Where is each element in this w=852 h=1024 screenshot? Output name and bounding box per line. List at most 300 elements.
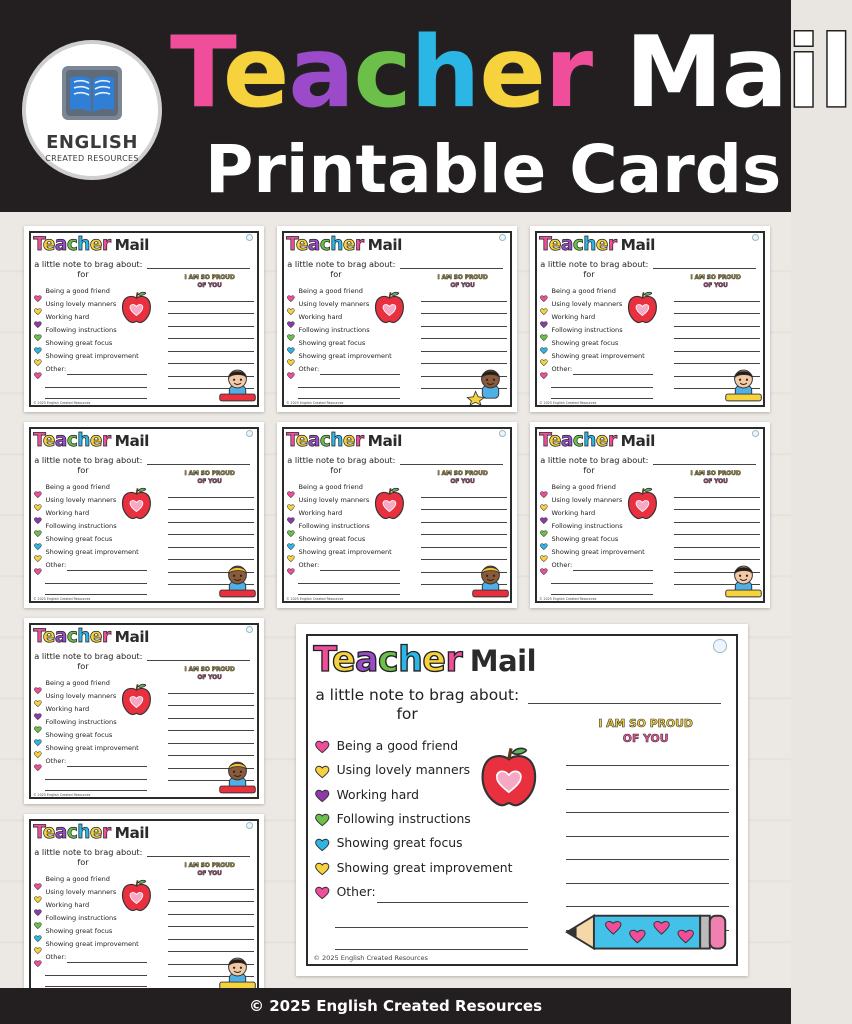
- card-title-letter: r: [101, 626, 111, 648]
- card-title-letter: c: [66, 626, 78, 648]
- apple-heart-icon: [119, 682, 154, 721]
- page-subtitle: Printable Cards: [205, 131, 782, 208]
- proud-heading-line1: I AM SO PROUD: [690, 275, 741, 282]
- title-word-mail: Mail: [592, 16, 852, 130]
- reason-label: Showing great improvement: [45, 351, 139, 360]
- reason-label: Showing great focus: [45, 338, 113, 347]
- message-write-line: [566, 859, 728, 860]
- other-write-line: [298, 594, 401, 595]
- other-write-line: [551, 594, 654, 595]
- message-write-line: [168, 301, 254, 302]
- message-write-line: [674, 534, 760, 535]
- card-title-mail: Mail: [114, 824, 149, 843]
- for-label: for: [396, 705, 418, 724]
- card-title: [286, 430, 402, 453]
- mail-card: [530, 226, 770, 412]
- other-write-line: [45, 387, 148, 388]
- reason-label: Showing great improvement: [298, 351, 392, 360]
- card-title: [539, 234, 655, 257]
- brag-write-line: [653, 268, 756, 269]
- card-copyright: © 2025 English Created Resources: [33, 597, 91, 602]
- reason-label: Other:: [45, 756, 67, 765]
- for-label: for: [77, 661, 89, 672]
- message-write-line: [168, 693, 254, 694]
- card-copyright: © 2025 English Created Resources: [286, 597, 344, 602]
- reason-label: Showing great improvement: [45, 547, 139, 556]
- reason-label: Working hard: [551, 312, 596, 321]
- card-title-letter: h: [77, 822, 90, 844]
- proud-heading-line1: I AM SO PROUD: [184, 667, 235, 674]
- message-write-line: [674, 497, 760, 498]
- card-title-letter: h: [583, 234, 596, 256]
- other-write-line: [45, 975, 148, 976]
- brag-label: a little note to brag about:: [34, 846, 143, 857]
- reason-label: Working hard: [298, 508, 343, 517]
- card-title-letter: c: [66, 430, 78, 452]
- card-title-letter: a: [54, 626, 67, 648]
- card-title-letter: c: [319, 430, 331, 452]
- reason-label: Following instructions: [45, 325, 117, 334]
- card-title: [286, 234, 402, 257]
- mail-card: [24, 226, 264, 412]
- reason-label: Using lovely manners: [551, 495, 623, 504]
- card-title-letter: h: [398, 640, 423, 681]
- mail-card: [24, 422, 264, 608]
- message-write-line: [674, 301, 760, 302]
- message-write-line: [674, 522, 760, 523]
- other-write-line: [45, 594, 148, 595]
- reason-label: Other:: [336, 884, 376, 899]
- proud-heading-line1: I AM SO PROUD: [184, 471, 235, 478]
- reason-label: Other:: [298, 364, 320, 373]
- brag-label: a little note to brag about:: [540, 454, 649, 465]
- reason-label: Being a good friend: [45, 679, 110, 688]
- message-write-line: [421, 326, 507, 327]
- other-write-line: [67, 570, 147, 571]
- logo-word-created-resources: CREATED RESOURCES: [45, 154, 139, 163]
- title-letter: e: [222, 16, 289, 130]
- page-title: [170, 16, 852, 130]
- card-copyright: © 2025 English Created Resources: [539, 597, 597, 602]
- brag-write-line: [147, 464, 250, 465]
- card-title-letter: h: [77, 234, 90, 256]
- heart-icon: [540, 561, 548, 580]
- reason-label: Other:: [45, 952, 67, 961]
- reason-label: Showing great improvement: [298, 547, 392, 556]
- other-write-line: [298, 583, 401, 584]
- heart-icon: [34, 561, 42, 580]
- other-write-line: [45, 398, 148, 399]
- card-title-letter: h: [77, 430, 90, 452]
- apple-heart-icon: [119, 878, 154, 917]
- card-title-mail: Mail: [469, 644, 537, 679]
- card-title-mail: Mail: [114, 432, 149, 451]
- message-write-line: [674, 326, 760, 327]
- brag-write-line: [147, 268, 250, 269]
- other-write-line: [335, 927, 528, 928]
- message-write-line: [168, 730, 254, 731]
- apple-heart-icon: [625, 290, 660, 329]
- brag-write-line: [400, 464, 503, 465]
- reason-label: Working hard: [45, 900, 90, 909]
- brag-label: a little note to brag about:: [540, 258, 649, 269]
- reason-label: Following instructions: [45, 913, 117, 922]
- card-title-letter: e: [89, 822, 102, 844]
- title-letter: e: [479, 16, 545, 130]
- other-write-line: [377, 902, 528, 903]
- reason-label: Using lovely manners: [298, 495, 370, 504]
- proud-heading-line2: OF YOU: [450, 479, 475, 486]
- reason-label: Using lovely manners: [336, 763, 471, 778]
- message-write-line: [674, 351, 760, 352]
- mail-card: [24, 618, 264, 804]
- card-title-letter: r: [354, 430, 364, 452]
- card-title-letter: r: [101, 822, 111, 844]
- message-write-line: [168, 326, 254, 327]
- title-letter: c: [353, 16, 411, 130]
- brag-write-line: [147, 660, 250, 661]
- reason-label: Working hard: [45, 508, 90, 517]
- apple-heart-icon: [625, 486, 660, 525]
- for-label: for: [583, 465, 595, 476]
- message-write-line: [421, 301, 507, 302]
- apple-heart-icon: [119, 486, 154, 525]
- brag-write-line: [653, 464, 756, 465]
- message-write-line: [421, 497, 507, 498]
- featured-card: [296, 624, 748, 976]
- other-write-line: [335, 949, 528, 950]
- other-write-line: [67, 766, 147, 767]
- message-write-line: [168, 497, 254, 498]
- footer-copyright: © 2025 English Created Resources: [0, 988, 791, 1024]
- card-title-letter: r: [607, 234, 617, 256]
- card-title-letter: r: [607, 430, 617, 452]
- reason-label: Showing great focus: [45, 534, 113, 543]
- message-write-line: [168, 743, 254, 744]
- card-copyright: © 2025 English Created Resources: [33, 793, 91, 798]
- reason-label: Other:: [298, 560, 320, 569]
- message-write-line: [566, 812, 728, 813]
- card-title: [33, 626, 149, 649]
- card-title-letter: T: [33, 430, 43, 452]
- card-title-letter: e: [42, 430, 55, 452]
- reason-label: Being a good friend: [45, 875, 110, 884]
- other-write-line: [320, 570, 400, 571]
- reason-label: Being a good friend: [551, 287, 616, 296]
- message-write-line: [566, 836, 728, 837]
- open-book-icon: [60, 62, 124, 126]
- reason-label: Showing great focus: [298, 534, 366, 543]
- card-title-letter: a: [560, 430, 573, 452]
- reason-label: Showing great improvement: [551, 547, 645, 556]
- card-title-letter: h: [330, 234, 343, 256]
- mini-logo-icon: [713, 639, 727, 653]
- other-write-line: [45, 790, 148, 791]
- message-write-line: [674, 547, 760, 548]
- reason-label: Being a good friend: [45, 483, 110, 492]
- for-label: for: [77, 465, 89, 476]
- card-title-letter: e: [595, 430, 608, 452]
- card-title-mail: Mail: [114, 236, 149, 255]
- card-title-letter: a: [54, 822, 67, 844]
- card-title-letter: e: [42, 822, 55, 844]
- card-title: [33, 822, 149, 845]
- title-letter: h: [410, 16, 480, 130]
- card-title-letter: e: [548, 430, 561, 452]
- proud-heading-line2: OF YOU: [703, 283, 728, 290]
- card-title-letter: r: [354, 234, 364, 256]
- proud-heading-line2: OF YOU: [197, 283, 222, 290]
- proud-heading-line2: OF YOU: [450, 283, 475, 290]
- reason-label: Following instructions: [551, 521, 623, 530]
- reason-label: Using lovely manners: [45, 299, 117, 308]
- message-write-line: [421, 509, 507, 510]
- message-write-line: [168, 313, 254, 314]
- heart-icon: [315, 813, 329, 832]
- reason-label: Showing great improvement: [336, 860, 513, 875]
- heart-icon: [315, 764, 329, 783]
- title-letter: a: [288, 16, 354, 130]
- card-title-letter: T: [33, 234, 43, 256]
- title-letter: r: [544, 16, 593, 130]
- message-write-line: [168, 509, 254, 510]
- message-write-line: [168, 522, 254, 523]
- card-title-mail: Mail: [114, 628, 149, 647]
- card-title-letter: T: [539, 234, 549, 256]
- card-title-letter: a: [54, 430, 67, 452]
- card-title-letter: c: [319, 234, 331, 256]
- reason-label: Following instructions: [336, 811, 471, 826]
- reason-label: Showing great improvement: [45, 743, 139, 752]
- reason-label: Showing great focus: [336, 836, 463, 851]
- card-title-letter: e: [422, 640, 446, 681]
- card-copyright: © 2025 English Created Resources: [286, 401, 344, 406]
- title-letter: T: [170, 16, 223, 130]
- heart-icon: [540, 365, 548, 384]
- card-title-letter: r: [101, 234, 111, 256]
- reason-label: Being a good friend: [45, 287, 110, 296]
- card-title-letter: e: [342, 234, 355, 256]
- card-title-letter: T: [286, 234, 296, 256]
- header-banner: [0, 0, 852, 212]
- child-character-icon: [470, 364, 511, 409]
- card-title-letter: a: [54, 234, 67, 256]
- proud-heading-line1: I AM SO PROUD: [437, 275, 488, 282]
- card-title-letter: e: [595, 234, 608, 256]
- brag-label: a little note to brag about:: [34, 650, 143, 661]
- other-write-line: [551, 387, 654, 388]
- card-title: [33, 430, 149, 453]
- reason-label: Showing great focus: [298, 338, 366, 347]
- card-title-letter: T: [313, 640, 332, 681]
- card-title-letter: c: [572, 234, 584, 256]
- card-title-letter: e: [42, 626, 55, 648]
- proud-heading-line2: OF YOU: [622, 732, 669, 746]
- reason-label: Other:: [45, 364, 67, 373]
- card-title-letter: r: [101, 430, 111, 452]
- other-write-line: [67, 962, 147, 963]
- card-title-mail: Mail: [367, 236, 402, 255]
- card-title-mail: Mail: [367, 432, 402, 451]
- card-title-letter: T: [539, 430, 549, 452]
- card-title-letter: c: [572, 430, 584, 452]
- message-write-line: [168, 338, 254, 339]
- reason-label: Being a good friend: [298, 483, 363, 492]
- heart-icon: [315, 740, 329, 759]
- reason-label: Working hard: [298, 312, 343, 321]
- card-title-letter: h: [77, 626, 90, 648]
- reason-label: Being a good friend: [336, 738, 459, 753]
- reason-label: Using lovely manners: [45, 691, 117, 700]
- pencil-icon: [564, 908, 730, 960]
- for-label: for: [583, 269, 595, 280]
- card-copyright: © 2025 English Created Resources: [539, 401, 597, 406]
- other-write-line: [320, 374, 400, 375]
- for-label: for: [77, 857, 89, 868]
- mail-card: [277, 422, 517, 608]
- card-title-letter: e: [331, 640, 356, 681]
- other-write-line: [551, 583, 654, 584]
- heart-icon: [287, 365, 295, 384]
- card-copyright: © 2025 English Created Resources: [313, 954, 428, 963]
- reason-label: Working hard: [551, 508, 596, 517]
- card-title-mail: Mail: [620, 236, 655, 255]
- reason-label: Following instructions: [45, 521, 117, 530]
- message-write-line: [168, 901, 254, 902]
- for-label: for: [77, 269, 89, 280]
- reason-label: Showing great improvement: [45, 939, 139, 948]
- brag-write-line: [147, 856, 250, 857]
- message-write-line: [421, 522, 507, 523]
- proud-heading-line2: OF YOU: [197, 479, 222, 486]
- mail-card: [277, 226, 517, 412]
- child-character-icon: [217, 560, 258, 605]
- card-title-letter: a: [307, 234, 320, 256]
- message-write-line: [674, 338, 760, 339]
- card-title-letter: e: [295, 430, 308, 452]
- card-title-letter: h: [583, 430, 596, 452]
- child-character-icon: [723, 560, 764, 605]
- card-title-letter: e: [548, 234, 561, 256]
- mail-card: [24, 814, 264, 1000]
- card-copyright: © 2025 English Created Resources: [33, 401, 91, 406]
- reason-label: Using lovely manners: [45, 495, 117, 504]
- apple-heart-icon: [476, 744, 542, 814]
- logo-word-english: ENGLISH: [46, 132, 138, 153]
- message-write-line: [168, 926, 254, 927]
- card-title-letter: e: [295, 234, 308, 256]
- other-write-line: [45, 779, 148, 780]
- child-character-icon: [470, 560, 511, 605]
- heart-icon: [315, 789, 329, 808]
- card-title-letter: a: [307, 430, 320, 452]
- apple-heart-icon: [372, 290, 407, 329]
- reason-label: Showing great focus: [551, 338, 619, 347]
- proud-heading-line1: I AM SO PROUD: [598, 716, 693, 730]
- message-write-line: [566, 789, 728, 790]
- child-character-icon: [217, 756, 258, 801]
- heart-icon: [315, 837, 329, 856]
- card-title-letter: e: [42, 234, 55, 256]
- reason-label: Using lovely manners: [45, 887, 117, 896]
- apple-heart-icon: [372, 486, 407, 525]
- card-title: [539, 430, 655, 453]
- card-title-letter: r: [445, 640, 463, 681]
- message-write-line: [168, 914, 254, 915]
- for-label: for: [330, 465, 342, 476]
- child-character-icon: [217, 364, 258, 409]
- card-title-letter: T: [286, 430, 296, 452]
- message-write-line: [566, 883, 728, 884]
- message-write-line: [674, 313, 760, 314]
- heart-icon: [315, 862, 329, 881]
- card-title-letter: e: [89, 430, 102, 452]
- reason-label: Following instructions: [45, 717, 117, 726]
- other-write-line: [573, 570, 653, 571]
- card-title-letter: h: [330, 430, 343, 452]
- other-write-line: [45, 583, 148, 584]
- brag-write-line: [400, 268, 503, 269]
- heart-icon: [34, 757, 42, 776]
- mail-card: [530, 422, 770, 608]
- brag-label: a little note to brag about:: [34, 258, 143, 269]
- other-write-line: [573, 374, 653, 375]
- reason-label: Other:: [45, 560, 67, 569]
- apple-heart-icon: [119, 290, 154, 329]
- brag-label: a little note to brag about:: [34, 454, 143, 465]
- reason-label: Following instructions: [298, 325, 370, 334]
- other-write-line: [67, 374, 147, 375]
- message-write-line: [674, 509, 760, 510]
- card-title-letter: c: [66, 822, 78, 844]
- card-title-letter: c: [378, 640, 399, 681]
- heart-icon: [34, 953, 42, 972]
- message-write-line: [168, 718, 254, 719]
- reason-label: Working hard: [45, 704, 90, 713]
- message-write-line: [168, 351, 254, 352]
- card-title-letter: T: [33, 626, 43, 648]
- proud-heading-line2: OF YOU: [703, 479, 728, 486]
- message-write-line: [421, 313, 507, 314]
- reason-label: Following instructions: [298, 521, 370, 530]
- message-write-line: [168, 547, 254, 548]
- message-write-line: [421, 338, 507, 339]
- message-write-line: [421, 351, 507, 352]
- brag-label: a little note to brag about:: [287, 454, 396, 465]
- card-title-letter: a: [560, 234, 573, 256]
- brag-label: a little note to brag about:: [287, 258, 396, 269]
- reason-label: Showing great improvement: [551, 351, 645, 360]
- card-title-letter: c: [66, 234, 78, 256]
- reason-label: Other:: [551, 560, 573, 569]
- brag-write-line: [528, 703, 721, 704]
- message-write-line: [421, 534, 507, 535]
- message-write-line: [566, 765, 728, 766]
- proud-heading-line2: OF YOU: [197, 675, 222, 682]
- reason-label: Working hard: [45, 312, 90, 321]
- reason-label: Being a good friend: [298, 287, 363, 296]
- card-title-letter: e: [89, 626, 102, 648]
- for-label: for: [330, 269, 342, 280]
- message-write-line: [421, 547, 507, 548]
- proud-heading-line1: I AM SO PROUD: [437, 471, 488, 478]
- message-write-line: [168, 705, 254, 706]
- card-title-letter: T: [33, 822, 43, 844]
- reason-label: Following instructions: [551, 325, 623, 334]
- message-write-line: [168, 889, 254, 890]
- message-write-line: [168, 939, 254, 940]
- brand-logo: [22, 40, 162, 180]
